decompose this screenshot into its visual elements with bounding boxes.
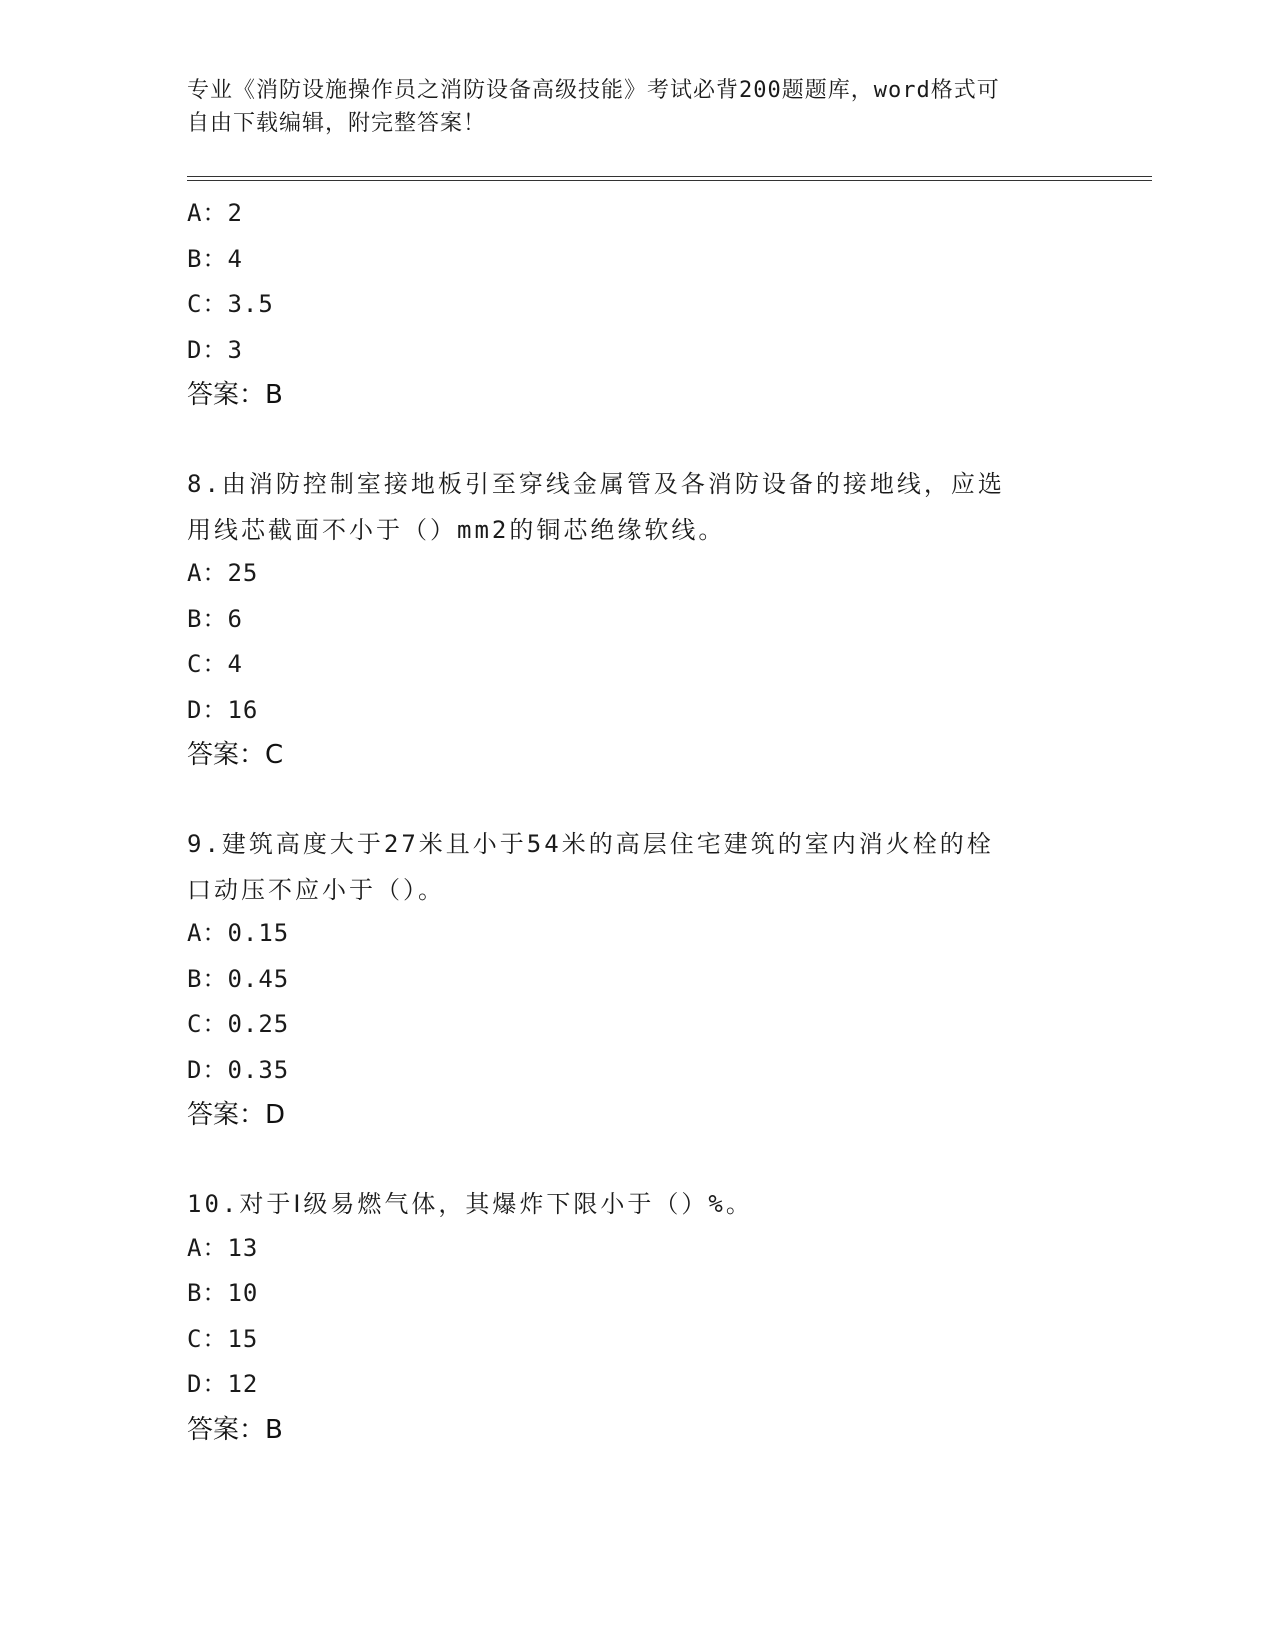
option-b: B：4 [187,244,243,273]
question-line-1: 10.对于Ⅰ级易燃气体，其爆炸下限小于（）%。 [187,1190,753,1218]
answer-label: 答案：B [187,1414,283,1445]
header-line-2: 自由下载编辑，附完整答案！ [187,111,487,136]
question-spacer [187,420,1087,462]
question-block-10 [187,1182,1087,1455]
question-block-8 [187,462,1087,780]
answer-label: 答案：C [187,740,284,770]
header-divider [187,176,1152,181]
option-d: D：3 [187,335,243,364]
option-c: C：0.25 [187,1010,290,1038]
option-d: D：16 [187,695,259,724]
option-b: B：0.45 [187,964,290,993]
header-line-1: 专业《消防设施操作员之消防设备高级技能》考试必背200题题库，word格式可 [187,78,1000,103]
question-list [187,193,1087,1455]
document-header [187,74,1087,140]
question-text [187,462,1067,553]
option-a: A：25 [187,559,259,587]
question-text [187,822,1067,913]
option-c: C：3.5 [187,290,274,318]
option-a: A：13 [187,1233,259,1262]
option-b: B：10 [187,1279,259,1307]
option-a: A：0.15 [187,919,290,947]
option-d: D：0.35 [187,1055,290,1084]
question-line-2: 用线芯截面不小于（）mm2的铜芯绝缘软线。 [187,515,726,544]
option-d: D：12 [187,1370,259,1398]
question-spacer [187,1140,1087,1182]
question-block-7 [187,193,1087,420]
option-b: B：6 [187,604,243,633]
answer-label: 答案：B [187,380,283,410]
question-spacer [187,780,1087,822]
question-block-9 [187,822,1087,1140]
answer-label: 答案：D [187,1100,286,1130]
option-a: A：2 [187,199,243,227]
question-line-1: 9.建筑高度大于27米且小于54米的高层住宅建筑的室内消火栓的栓 [187,830,994,858]
question-line-1: 8.由消防控制室接地板引至穿线金属管及各消防设备的接地线，应选 [187,470,1005,498]
question-text [187,1182,1067,1228]
question-line-2: 口动压不应小于（）。 [187,875,445,904]
option-c: C：4 [187,650,243,678]
option-c: C：15 [187,1324,259,1353]
